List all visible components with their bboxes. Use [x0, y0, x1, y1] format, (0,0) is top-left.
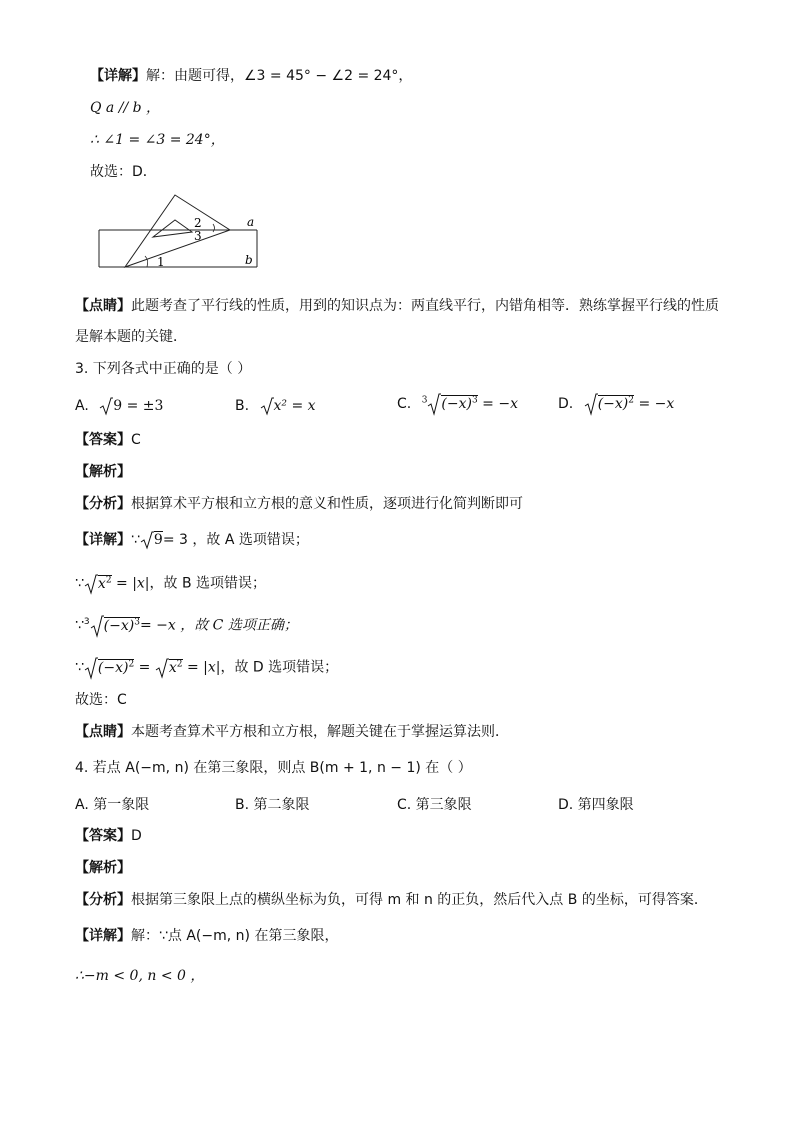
q2-comment-line2: 是解本题的关键．	[75, 329, 187, 345]
q3-answer	[75, 430, 141, 450]
comment-label: 【点睛】	[75, 298, 131, 314]
q4-option-c: C. 第三象限	[397, 797, 472, 813]
option-d-math: $(-x)^2 = -x$	[584, 396, 675, 412]
inner-triangle	[153, 220, 192, 237]
option-b-label: B.	[235, 398, 250, 414]
q3-detail-2: ∵ $x^2 = |x|$，故 B 选项错误；	[75, 570, 266, 595]
q4-option-a: A. 第一象限	[75, 797, 150, 813]
fenxi-text: 根据第三象限上点的横纵坐标为负，可得 m 和 n 的正负，然后代入点 B 的坐标，可得答案．	[131, 892, 708, 908]
label-a: a	[247, 215, 255, 229]
cube-root-sign-icon	[90, 614, 104, 638]
option-a-label: A.	[75, 398, 89, 414]
detail-text: 解：∵点 A(−m, n) 在第三象限，	[131, 928, 339, 944]
q3-detail-4: ∵ $(-x)^2 = x^2 = |x|$，故 D 选项错误；	[75, 654, 338, 680]
q3-analysis-label: 【解析】	[75, 464, 131, 480]
q3-option-b	[235, 396, 316, 416]
fenxi-label: 【分析】	[75, 892, 131, 908]
comment-text: 此题考查了平行线的性质，用到的知识点为：两直线平行，内错角相等．熟练掌握平行线的性质	[131, 298, 719, 314]
option-d-label: D.	[558, 396, 574, 412]
fenxi-text: 根据算术平方根和立方根的意义和性质，逐项进行化简判断即可	[131, 496, 523, 512]
q4-analysis-label: 【解析】	[75, 860, 131, 876]
option-b-math: x² = x	[260, 398, 316, 414]
q3-option-a	[75, 396, 163, 416]
q3-detail-3: ∵$^3$ $(-x)^3= -x$ ，故 C 选项正确；	[75, 612, 298, 638]
detail-text: 解：由题可得，∠3 = 45° − ∠2 = 24°，	[146, 68, 413, 84]
q3-option-c	[397, 392, 518, 416]
q3-option-d	[558, 392, 674, 416]
geometry-figure	[95, 192, 265, 272]
label-b: b	[245, 253, 253, 267]
q3-fenxi	[75, 494, 523, 514]
fenxi-label: 【分析】	[75, 496, 131, 512]
comment-label: 【点睛】	[75, 724, 131, 740]
detail-label: 【详解】	[75, 532, 131, 548]
angle-arc-1	[145, 256, 148, 267]
detail-3-tail: = −x ，故 C 选项正确；	[139, 617, 298, 634]
sqrt-sign-icon	[260, 396, 274, 416]
sqrt-sign-icon	[140, 530, 154, 550]
label-2: 2	[194, 216, 202, 230]
q2-comment-line1	[75, 296, 719, 316]
comment-text: 本题考查算术平方根和立方根，解题关键在于掌握运算法则．	[131, 724, 509, 740]
q4-last-line: ∴−m < 0, n < 0 ，	[75, 968, 205, 984]
sqrt-sign-icon	[99, 396, 113, 416]
q3-stem: 3. 下列各式中正确的是（ ）	[75, 361, 252, 377]
answer-value: D	[131, 828, 142, 844]
sqrt-sign-icon	[584, 392, 598, 416]
label-3: 3	[194, 229, 202, 243]
q2-line2: Q a // b ，	[90, 100, 161, 116]
q4-stem: 4. 若点 A(−m, n) 在第三象限，则点 B(m + 1, n − 1) 在（ ）	[75, 760, 472, 776]
q4-fenxi	[75, 890, 708, 910]
q3-detail-1: 【详解】∵ 9= 3 ，故 A 选项错误；	[75, 532, 309, 548]
detail-2-tail: ，故 B 选项错误；	[149, 575, 267, 592]
q2-choose: 故选：D．	[90, 164, 157, 180]
label-1: 1	[157, 255, 165, 269]
q4-option-b: B. 第二象限	[235, 797, 310, 813]
outer-triangle	[125, 195, 230, 267]
answer-label: 【答案】	[75, 828, 131, 844]
cube-root-sign-icon	[427, 392, 441, 416]
q4-detail	[75, 926, 338, 946]
sqrt-sign-icon	[84, 656, 98, 680]
answer-value: C	[131, 432, 141, 448]
answer-label: 【答案】	[75, 432, 131, 448]
q2-line3: ∴ ∠1 = ∠3 = 24°，	[90, 132, 225, 148]
detail-1-tail: = 3 ，故 A 选项错误；	[162, 532, 309, 548]
q3-comment	[75, 722, 509, 742]
q3-choose: 故选：C	[75, 692, 127, 708]
q4-answer	[75, 826, 142, 846]
detail-label: 【详解】	[75, 928, 131, 944]
angle-arc-2	[213, 224, 215, 232]
detail-4-tail: ，故 D 选项错误；	[220, 659, 339, 676]
option-c-math: $^3$ $(-x)^3 = -x$	[422, 396, 518, 412]
detail-label: 【详解】	[90, 68, 146, 84]
q4-option-d: D. 第四象限	[558, 797, 634, 813]
option-a-math: 9 = ±3	[99, 398, 163, 414]
sqrt-sign-icon	[155, 657, 169, 679]
sqrt-sign-icon	[84, 573, 98, 595]
option-c-label: C.	[397, 396, 412, 412]
q2-detail-line	[90, 66, 412, 86]
